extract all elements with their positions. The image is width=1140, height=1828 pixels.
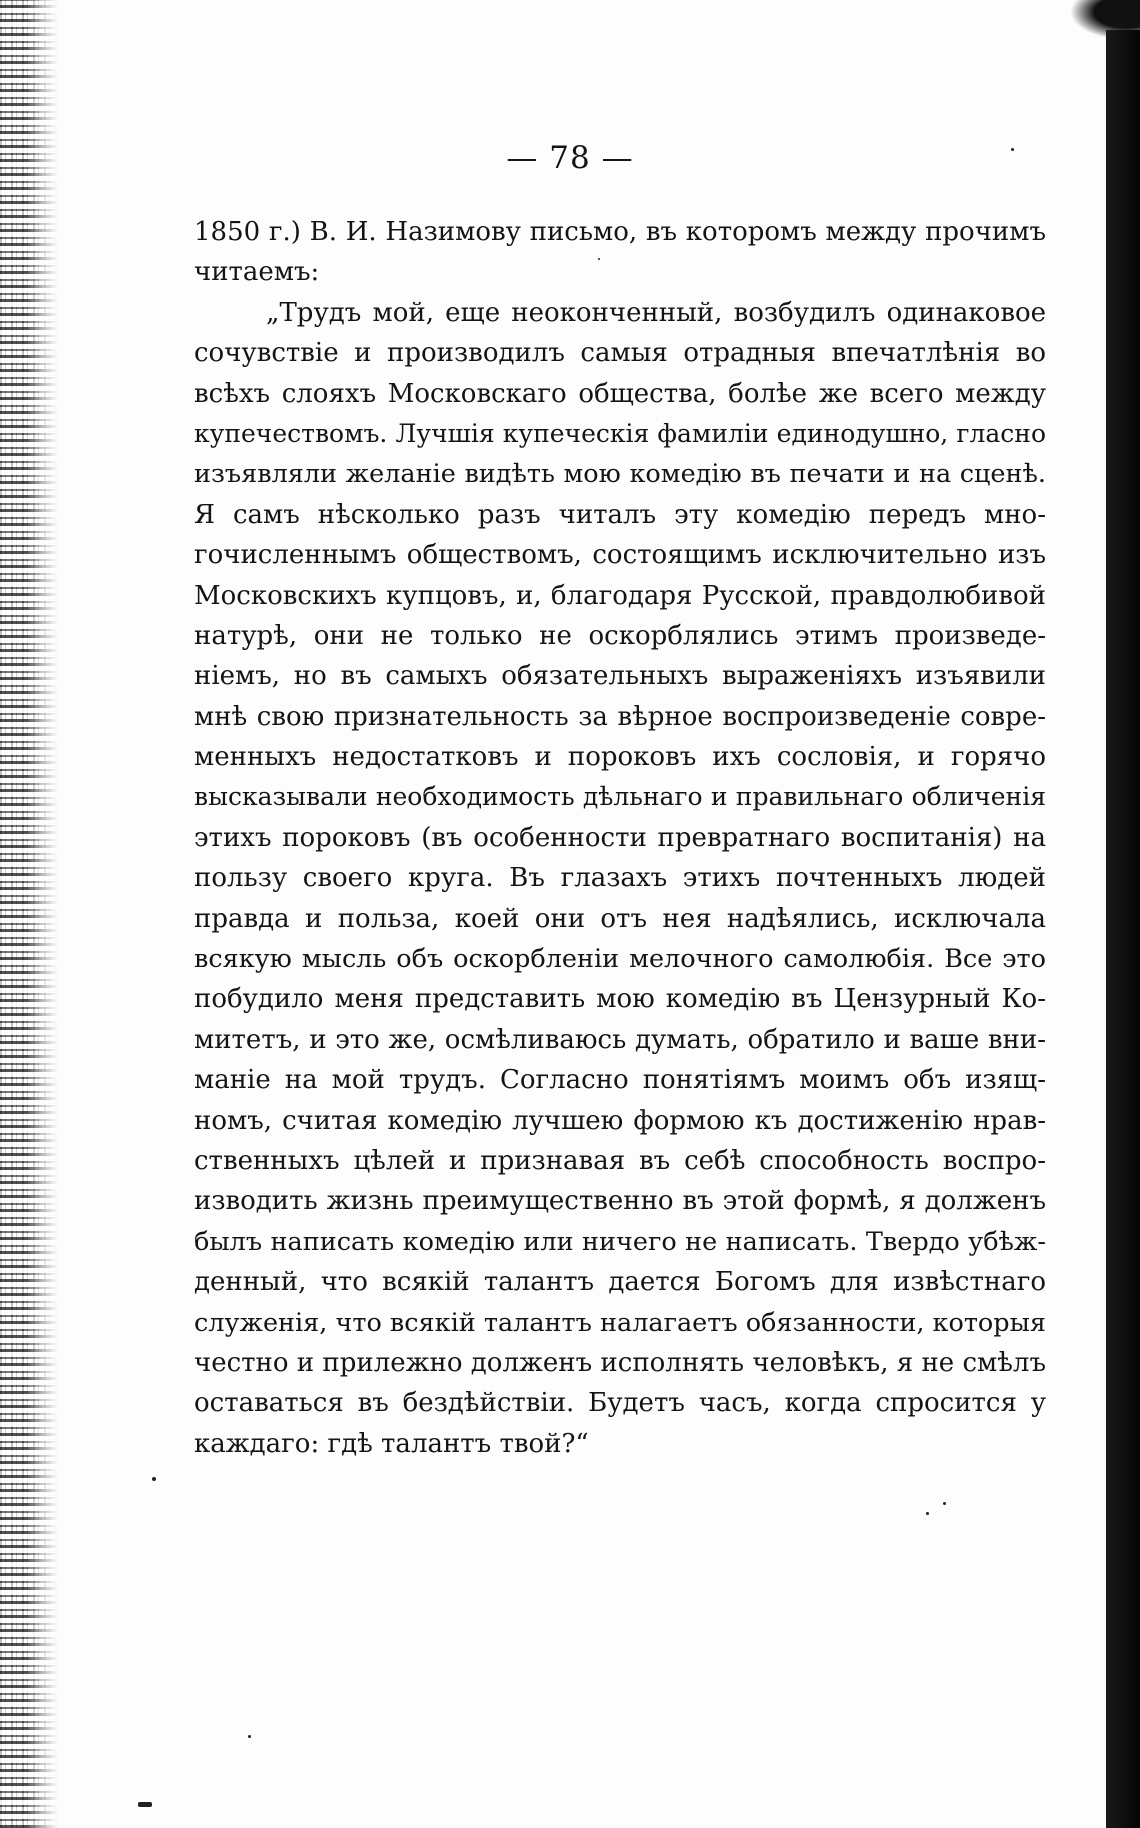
text-line: правда и польза, коей они отъ нея надѣялись, исключала [194,903,1046,934]
text-line: сочувствіе и производилъ самыя отрадныя впечатлѣнія во [194,338,1046,369]
text-line: былъ написать комедію или ничего не написать. Твердо убѣж- [194,1226,1046,1257]
text-line: честно и прилежно долженъ исполнять человѣкъ, я не смѣлъ [194,1347,1046,1378]
text-line: изводить жизнь преимущественно въ этой формѣ, я долженъ [194,1186,1046,1217]
text-line: купечествомъ. Лучшія купеческія фамиліи единодушно, гласно [194,418,1046,448]
text-line: высказывали необходимость дѣльнаго и правильнаго обличенія [194,782,1046,812]
scan-shadow-right [1106,30,1140,1828]
ink-speck [943,1502,946,1505]
text-line: всѣхъ слояхъ Московскаго общества, болѣе же всего между [194,378,1046,409]
text-line: мнѣ свою признательность за вѣрное воспроизведеніе совре- [194,701,1046,732]
text-line: „Трудъ мой, еще неоконченный, возбудилъ одинаковое [266,297,1046,328]
text-line: ственныхъ цѣлей и признавая въ себѣ способность воспро- [194,1145,1046,1176]
text-line: Московскихъ купцовъ, и, благодаря Русской, правдолюбивой [194,580,1046,611]
body-text [194,212,1046,1464]
text-line: менныхъ недостатковъ и пороковъ ихъ сословія, и горячо [194,742,1046,773]
text-line: митетъ, и это же, осмѣливаюсь думать, обратило и ваше вни- [194,1024,1046,1055]
text-line: служенія, что всякій талантъ налагаетъ обязанности, которыя [194,1307,1046,1338]
text-line: читаемъ: [194,257,320,288]
text-line: натурѣ, они не только не оскорблялись этимъ произведе- [194,620,1046,651]
text-line: номъ, считая комедію лучшею формою къ достиженію нрав- [194,1105,1046,1136]
text-line: маніе на мой трудъ. Согласно понятіямъ моимъ объ изящ- [194,1065,1046,1096]
text-line: Я самъ нѣсколько разъ читалъ эту комедію передъ мно- [194,499,1046,530]
text-line: ніемъ, но въ самыхъ обязательныхъ выраженіяхъ изъявили [194,661,1046,692]
page-number: — 78 — [506,140,634,176]
text-line: гочисленнымъ обществомъ, состоящимъ исключительно изъ [194,540,1046,571]
text-line: изъявляли желаніе видѣть мою комедію въ печати и на сценѣ. [194,459,1046,490]
ink-speck [152,1477,156,1481]
text-line: 1850 г.) В. И. Назимову письмо, въ которомъ между прочимъ [194,217,1046,247]
ink-speck [926,1512,929,1515]
text-line: побудило меня представить мою комедію въ Цензурный Ко- [194,984,1046,1015]
ink-speck [138,1802,152,1807]
text-line: этихъ пороковъ (въ особенности превратнаго воспитанія) на [194,822,1046,853]
text-line: всякую мысль объ оскорбленіи мелочного самолюбія. Все это [194,944,1046,975]
ink-speck [248,1735,251,1738]
text-line: каждаго: гдѣ талантъ твой?“ [194,1428,589,1459]
text-line: оставаться въ бездѣйствіи. Будетъ часъ, когда спросится у [194,1388,1046,1419]
text-line: денный, что всякій талантъ дается Богомъ для извѣстнаго [194,1267,1046,1298]
text-line: пользу своего круга. Въ глазахъ этихъ почтенныхъ людей [194,863,1046,894]
scan-shadow-left [0,0,58,1828]
